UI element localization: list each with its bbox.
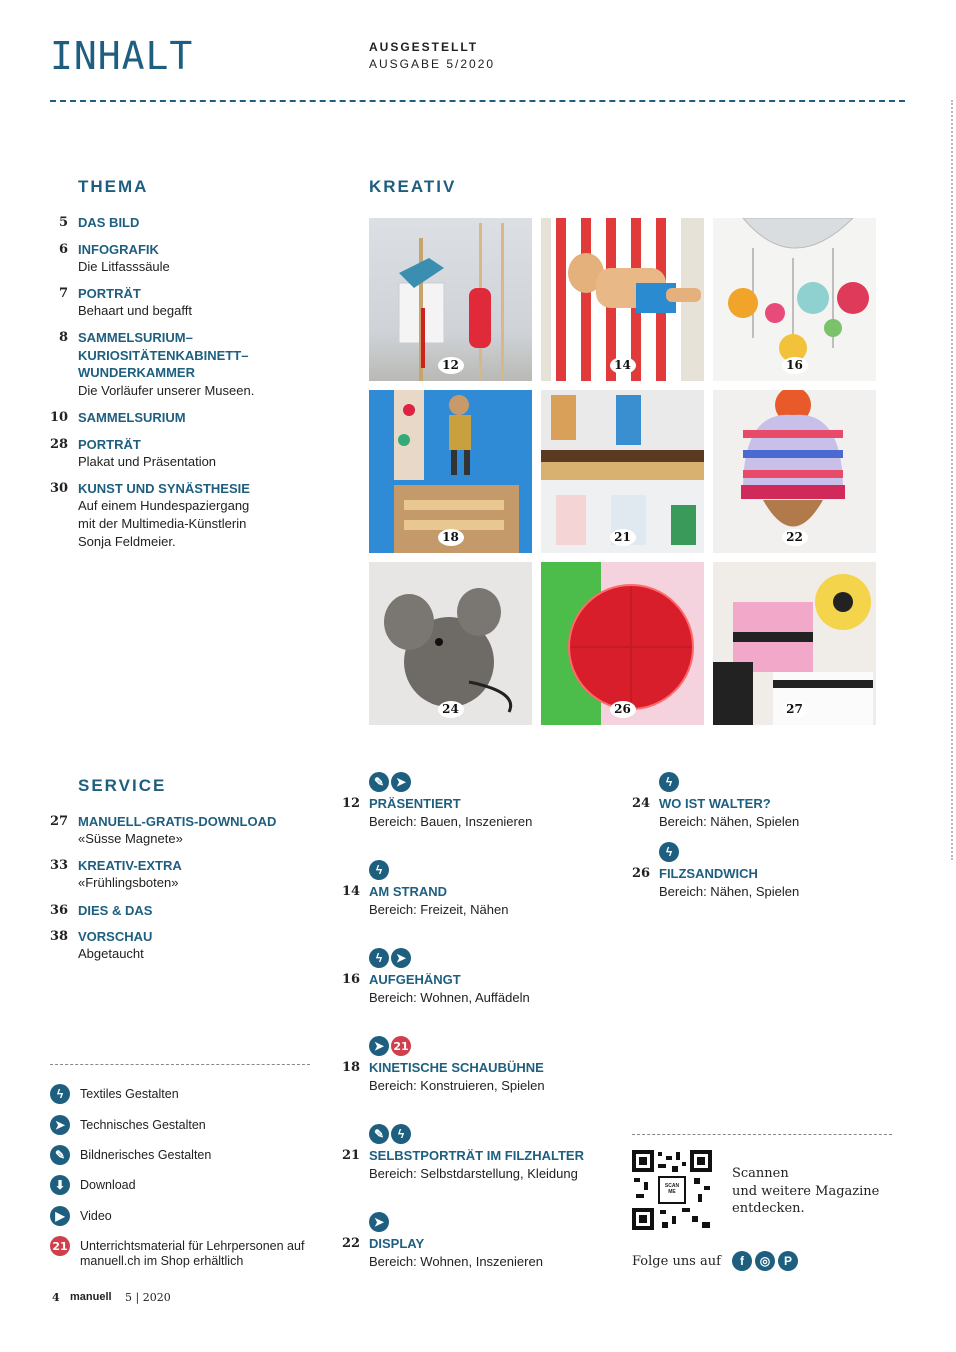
entry-subtitle: Bereich: Selbstdarstellung, Kleidung bbox=[369, 1166, 578, 1181]
pinterest-icon[interactable]: P bbox=[778, 1251, 798, 1271]
page-number: 12 bbox=[342, 796, 361, 811]
footer-magazine: manuell bbox=[70, 1291, 112, 1303]
entry-subtitle: Bereich: Konstruieren, Spielen bbox=[369, 1078, 545, 1093]
scan-text bbox=[732, 1165, 879, 1218]
footer-issue: 5 | 2020 bbox=[125, 1291, 171, 1304]
qr-divider bbox=[632, 1134, 892, 1135]
page-badge: 12 bbox=[438, 357, 464, 374]
page-badge: 18 bbox=[438, 529, 464, 546]
needle-icon: ϟ bbox=[50, 1084, 70, 1104]
page-number: 8 bbox=[58, 330, 68, 345]
entry-title: MANUELL-GRATIS-DOWNLOAD bbox=[78, 814, 277, 829]
legend-label: Download bbox=[80, 1178, 136, 1192]
entry-subtitle: Bereich: Bauen, Inszenieren bbox=[369, 814, 533, 829]
page-number: 26 bbox=[632, 866, 651, 881]
legend-label: Textiles Gestalten bbox=[80, 1087, 179, 1101]
page-number: 10 bbox=[50, 410, 69, 425]
entry-title: PORTRÄT bbox=[78, 437, 141, 452]
thumbnail-selbstportraet[interactable] bbox=[541, 390, 704, 553]
issue-label: AUSGESTELLT bbox=[369, 40, 479, 54]
qr-label: SCAN ME bbox=[664, 1183, 680, 1195]
footer-page-number: 4 bbox=[52, 1291, 60, 1304]
thumbnail-display[interactable] bbox=[713, 390, 876, 553]
hammer-icon: ➤ bbox=[369, 1036, 389, 1056]
hammer-icon: ➤ bbox=[369, 1212, 389, 1232]
entry-subtitle: Die Litfasssäule bbox=[78, 259, 170, 274]
instagram-icon[interactable]: ◎ bbox=[755, 1251, 775, 1271]
entry-title: PORTRÄT bbox=[78, 286, 141, 301]
thumbnail-wo-ist-walter[interactable] bbox=[369, 562, 532, 725]
page-badge: 24 bbox=[438, 701, 464, 718]
scan-line: und weitere Magazine bbox=[732, 1183, 880, 1199]
entry-title: AM STRAND bbox=[369, 884, 447, 899]
brush-icon: ✎ bbox=[50, 1145, 70, 1165]
service-heading: SERVICE bbox=[78, 776, 167, 795]
needle-icon: ϟ bbox=[659, 842, 679, 862]
entry-title: SELBSTPORTRÄT IM FILZHALTER bbox=[369, 1148, 584, 1163]
legend-label: Technisches Gestalten bbox=[80, 1118, 206, 1132]
entry-title: VORSCHAU bbox=[78, 929, 153, 944]
thumbnail-licorice[interactable] bbox=[713, 562, 876, 725]
lesson-material-icon: 21 bbox=[50, 1236, 70, 1256]
entry-subtitle: Auf einem Hundespaziergang mit der Multimedia-Künstlerin Sonja Feldmeier. bbox=[78, 498, 250, 549]
entry-subtitle: Bereich: Nähen, Spielen bbox=[659, 884, 800, 899]
category-icons bbox=[369, 860, 389, 880]
page-badge: 22 bbox=[782, 529, 808, 546]
hammer-icon: ➤ bbox=[391, 772, 411, 792]
kreativ-heading: KREATIV bbox=[369, 177, 457, 196]
category-icons bbox=[369, 1036, 411, 1056]
issue-number: AUSGABE 5/2020 bbox=[369, 57, 496, 71]
entry-title: DIES & DAS bbox=[78, 903, 153, 918]
page-number: 16 bbox=[342, 972, 361, 987]
entry-title: SAMMELSURIUM bbox=[78, 410, 186, 425]
thumbnail-schaubuehne[interactable] bbox=[369, 390, 532, 553]
entry-title: SAMMELSURIUM– KURIOSITÄTENKABINETT– WUNDERKAMMER bbox=[78, 330, 249, 380]
page-badge: 14 bbox=[610, 357, 636, 374]
needle-icon: ϟ bbox=[369, 860, 389, 880]
scan-line: Scannen bbox=[732, 1166, 789, 1181]
entry-title: AUFGEHÄNGT bbox=[369, 972, 461, 987]
scan-line: entdecken. bbox=[732, 1201, 805, 1216]
thumbnail-filzsandwich[interactable] bbox=[541, 562, 704, 725]
entry-subtitle: Behaart und begafft bbox=[78, 303, 192, 318]
category-icons bbox=[369, 772, 411, 792]
page-number: 14 bbox=[342, 884, 361, 899]
thumbnail-am-strand[interactable] bbox=[541, 218, 704, 381]
page-badge: 26 bbox=[610, 701, 636, 718]
lesson-material-icon: 21 bbox=[391, 1036, 411, 1056]
page-number: 5 bbox=[58, 215, 68, 230]
page-number: 22 bbox=[342, 1236, 361, 1251]
page-number: 30 bbox=[50, 481, 69, 496]
entry-subtitle: «Frühlingsboten» bbox=[78, 875, 179, 890]
page-number: 21 bbox=[342, 1148, 361, 1163]
brush-icon: ✎ bbox=[369, 1124, 389, 1144]
page-number: 27 bbox=[50, 814, 69, 829]
page-badge: 21 bbox=[610, 529, 636, 546]
page-badge: 27 bbox=[782, 701, 808, 718]
page-number: 36 bbox=[50, 903, 69, 918]
category-icons bbox=[659, 772, 679, 792]
needle-icon: ϟ bbox=[391, 1124, 411, 1144]
page-number: 33 bbox=[50, 858, 69, 873]
legend-divider bbox=[50, 1064, 310, 1065]
entry-title: KINETISCHE SCHAUBÜHNE bbox=[369, 1060, 544, 1075]
download-icon: ⬇ bbox=[50, 1175, 70, 1195]
header-divider bbox=[50, 100, 905, 102]
follow-text: Folge uns auf bbox=[632, 1254, 721, 1269]
entry-title: DISPLAY bbox=[369, 1236, 425, 1251]
entry-title: FILZSANDWICH bbox=[659, 866, 758, 881]
entry-title: KREATIV-EXTRA bbox=[78, 858, 182, 873]
entry-subtitle: Plakat und Präsentation bbox=[78, 454, 217, 469]
entry-title: PRÄSENTIERT bbox=[369, 796, 461, 811]
legend-label: Bildnerisches Gestalten bbox=[80, 1148, 212, 1162]
thema-heading: THEMA bbox=[78, 177, 149, 196]
legend-label: Video bbox=[80, 1209, 112, 1223]
legend-label: Unterrichtsmaterial für Lehrpersonen auf manuell.ch im Shop erhältlich bbox=[80, 1239, 305, 1268]
entry-subtitle: Abgetaucht bbox=[78, 946, 144, 961]
page-number: 28 bbox=[50, 437, 69, 452]
video-icon: ▶ bbox=[50, 1206, 70, 1226]
entry-title: INFOGRAFIK bbox=[78, 242, 159, 257]
thumbnail-aufgehaengt[interactable] bbox=[713, 218, 876, 381]
facebook-icon[interactable]: f bbox=[732, 1251, 752, 1271]
needle-icon: ϟ bbox=[659, 772, 679, 792]
category-icons bbox=[659, 842, 679, 862]
page-number: 18 bbox=[342, 1060, 361, 1075]
page-number: 7 bbox=[58, 286, 68, 301]
entry-subtitle: Bereich: Wohnen, Inszenieren bbox=[369, 1254, 543, 1269]
category-icons bbox=[369, 948, 411, 968]
entry-subtitle: Bereich: Nähen, Spielen bbox=[659, 814, 800, 829]
entry-title: WO IST WALTER? bbox=[659, 796, 771, 811]
qr-code[interactable] bbox=[632, 1150, 712, 1230]
page-number: 38 bbox=[50, 929, 69, 944]
entry-subtitle: Die Vorläufer unserer Museen. bbox=[78, 383, 255, 398]
entry-subtitle: «Süsse Magnete» bbox=[78, 831, 183, 846]
category-icons bbox=[369, 1124, 411, 1144]
entry-title: DAS BILD bbox=[78, 215, 140, 230]
page-title: INHALT bbox=[50, 34, 194, 78]
category-icons bbox=[369, 1212, 389, 1232]
entry-title: KUNST UND SYNÄSTHESIE bbox=[78, 481, 250, 496]
social-links bbox=[732, 1251, 798, 1271]
hammer-icon: ➤ bbox=[391, 948, 411, 968]
page-badge: 16 bbox=[782, 357, 808, 374]
hammer-icon: ➤ bbox=[50, 1115, 70, 1135]
entry-subtitle: Bereich: Freizeit, Nähen bbox=[369, 902, 509, 917]
page-number: 24 bbox=[632, 796, 651, 811]
page-number: 6 bbox=[58, 242, 68, 257]
brush-icon: ✎ bbox=[369, 772, 389, 792]
thumbnail-presentiert[interactable] bbox=[369, 218, 532, 381]
needle-icon: ϟ bbox=[369, 948, 389, 968]
entry-subtitle: Bereich: Wohnen, Auffädeln bbox=[369, 990, 530, 1005]
page-edge bbox=[951, 100, 956, 860]
